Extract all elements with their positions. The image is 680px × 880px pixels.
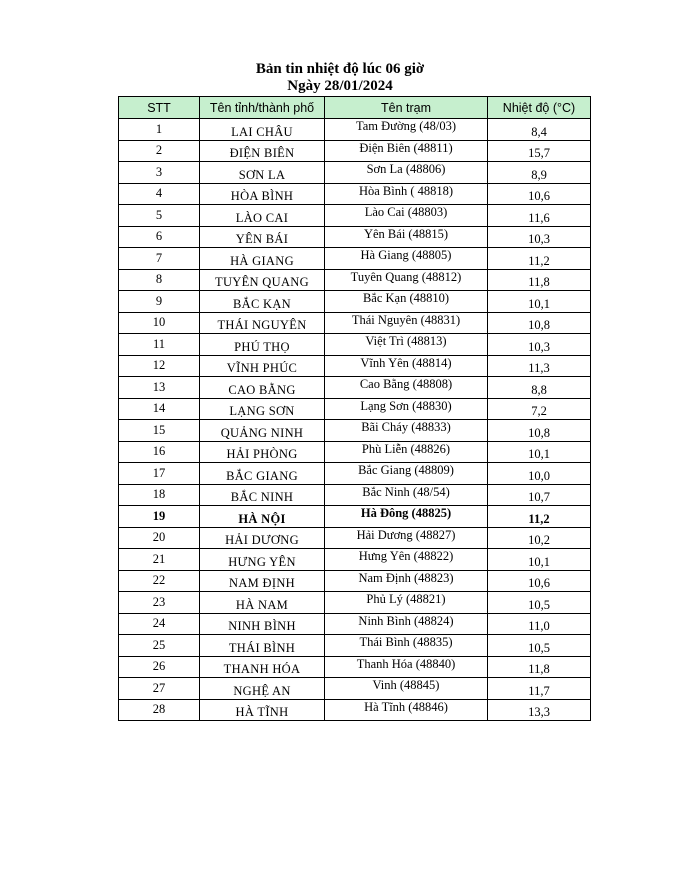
row-stt: 7 [119, 248, 200, 270]
row-province: SƠN LA [200, 162, 325, 184]
row-temperature: 8,8 [488, 377, 591, 399]
row-temperature: 11,2 [488, 506, 591, 528]
table-row [119, 355, 591, 377]
row-station: Phủ Lý (48821) [325, 592, 488, 614]
row-stt: 23 [119, 592, 200, 614]
row-province: QUẢNG NINH [200, 420, 325, 442]
row-temperature: 10,1 [488, 441, 591, 463]
row-stt: 6 [119, 226, 200, 248]
row-temperature: 10,0 [488, 463, 591, 485]
row-station: Tam Đường (48/03) [325, 119, 488, 141]
header-temperature: Nhiệt độ (°C) [488, 97, 591, 119]
row-temperature: 10,8 [488, 420, 591, 442]
row-stt: 21 [119, 549, 200, 571]
table-row [119, 398, 591, 420]
row-temperature: 11,8 [488, 656, 591, 678]
row-stt: 17 [119, 463, 200, 485]
row-temperature: 10,6 [488, 183, 591, 205]
row-station: Bắc Ninh (48/54) [325, 484, 488, 506]
row-province: CAO BẰNG [200, 377, 325, 399]
row-province: HÀ GIANG [200, 248, 325, 270]
row-stt: 15 [119, 420, 200, 442]
row-stt: 9 [119, 291, 200, 313]
table-row [119, 656, 591, 678]
temperature-table [118, 96, 591, 721]
row-station: Ninh Bình (48824) [325, 613, 488, 635]
row-stt: 22 [119, 570, 200, 592]
row-temperature: 11,2 [488, 248, 591, 270]
row-station: Vĩnh Yên (48814) [325, 355, 488, 377]
table-row [119, 119, 591, 141]
row-station: Nam Định (48823) [325, 570, 488, 592]
row-temperature: 7,2 [488, 398, 591, 420]
row-station: Sơn La (48806) [325, 162, 488, 184]
row-province: THÁI BÌNH [200, 635, 325, 657]
row-province: HÀ NAM [200, 592, 325, 614]
row-temperature: 11,6 [488, 205, 591, 227]
row-temperature: 13,3 [488, 699, 591, 721]
row-temperature: 11,3 [488, 355, 591, 377]
row-temperature: 10,1 [488, 291, 591, 313]
row-temperature: 10,5 [488, 592, 591, 614]
row-province: BẮC GIANG [200, 463, 325, 485]
row-province: NGHỆ AN [200, 678, 325, 700]
row-station: Hà Đông (48825) [325, 506, 488, 528]
row-stt: 1 [119, 119, 200, 141]
row-station: Lạng Sơn (48830) [325, 398, 488, 420]
table-row [119, 269, 591, 291]
row-temperature: 10,6 [488, 570, 591, 592]
table-body [119, 119, 591, 721]
row-stt: 12 [119, 355, 200, 377]
row-temperature: 10,8 [488, 312, 591, 334]
row-station: Tuyên Quang (48812) [325, 269, 488, 291]
table-row [119, 226, 591, 248]
row-station: Cao Bằng (48808) [325, 377, 488, 399]
row-stt: 13 [119, 377, 200, 399]
row-station: Yên Bái (48815) [325, 226, 488, 248]
row-temperature: 10,1 [488, 549, 591, 571]
table-header-row [119, 97, 591, 119]
table-row [119, 506, 591, 528]
row-stt: 10 [119, 312, 200, 334]
row-temperature: 8,4 [488, 119, 591, 141]
row-station: Lào Cai (48803) [325, 205, 488, 227]
table-row [119, 377, 591, 399]
row-province: LẠNG SƠN [200, 398, 325, 420]
row-temperature: 11,7 [488, 678, 591, 700]
row-station: Hưng Yên (48822) [325, 549, 488, 571]
table-row [119, 205, 591, 227]
row-province: LAI CHÂU [200, 119, 325, 141]
row-temperature: 8,9 [488, 162, 591, 184]
row-station: Hà Tĩnh (48846) [325, 699, 488, 721]
row-stt: 3 [119, 162, 200, 184]
table-row [119, 635, 591, 657]
row-station: Thái Bình (48835) [325, 635, 488, 657]
table-row [119, 613, 591, 635]
row-station: Phù Liễn (48826) [325, 441, 488, 463]
row-stt: 26 [119, 656, 200, 678]
table-row [119, 183, 591, 205]
table-row [119, 291, 591, 313]
bulletin-date: Ngày 28/01/2024 [287, 78, 393, 94]
row-stt: 18 [119, 484, 200, 506]
row-province: HẢI DƯƠNG [200, 527, 325, 549]
row-temperature: 11,0 [488, 613, 591, 635]
table-row [119, 592, 591, 614]
row-stt: 8 [119, 269, 200, 291]
row-temperature: 10,3 [488, 334, 591, 356]
row-province: THANH HÓA [200, 656, 325, 678]
table-row [119, 312, 591, 334]
table-row [119, 484, 591, 506]
row-station: Điện Biên (48811) [325, 140, 488, 162]
table-row [119, 570, 591, 592]
row-province: HẢI PHÒNG [200, 441, 325, 463]
table-row [119, 463, 591, 485]
table-row [119, 699, 591, 721]
row-stt: 28 [119, 699, 200, 721]
table-row [119, 162, 591, 184]
table-row [119, 248, 591, 270]
row-station: Hải Dương (48827) [325, 527, 488, 549]
row-station: Vinh (48845) [325, 678, 488, 700]
row-province: BẮC NINH [200, 484, 325, 506]
row-temperature: 10,7 [488, 484, 591, 506]
row-stt: 20 [119, 527, 200, 549]
row-province: HÀ TĨNH [200, 699, 325, 721]
row-station: Bãi Cháy (48833) [325, 420, 488, 442]
row-station: Bắc Giang (48809) [325, 463, 488, 485]
table-row [119, 441, 591, 463]
table-row [119, 140, 591, 162]
row-province: NINH BÌNH [200, 613, 325, 635]
header-station: Tên trạm [325, 97, 488, 119]
row-province: TUYÊN QUANG [200, 269, 325, 291]
row-province: VĨNH PHÚC [200, 355, 325, 377]
row-province: THÁI NGUYÊN [200, 312, 325, 334]
table-row [119, 678, 591, 700]
row-province: HƯNG YÊN [200, 549, 325, 571]
table-row [119, 420, 591, 442]
row-station: Hà Giang (48805) [325, 248, 488, 270]
row-province: BẮC KẠN [200, 291, 325, 313]
header-province: Tên tỉnh/thành phố [200, 97, 325, 119]
row-temperature: 10,3 [488, 226, 591, 248]
row-stt: 5 [119, 205, 200, 227]
row-stt: 2 [119, 140, 200, 162]
row-stt: 16 [119, 441, 200, 463]
table-row [119, 527, 591, 549]
row-province: PHÚ THỌ [200, 334, 325, 356]
row-stt: 24 [119, 613, 200, 635]
row-temperature: 15,7 [488, 140, 591, 162]
header-stt: STT [119, 97, 200, 119]
row-province: YÊN BÁI [200, 226, 325, 248]
row-stt: 25 [119, 635, 200, 657]
row-station: Thanh Hóa (48840) [325, 656, 488, 678]
row-temperature: 10,2 [488, 527, 591, 549]
table-row [119, 549, 591, 571]
row-province: LÀO CAI [200, 205, 325, 227]
row-station: Việt Trì (48813) [325, 334, 488, 356]
row-station: Hòa Bình ( 48818) [325, 183, 488, 205]
row-province: HÀ NỘI [200, 506, 325, 528]
row-stt: 19 [119, 506, 200, 528]
table-row [119, 334, 591, 356]
row-province: ĐIỆN BIÊN [200, 140, 325, 162]
row-station: Bắc Kạn (48810) [325, 291, 488, 313]
bulletin-title: Bản tin nhiệt độ lúc 06 giờ [255, 61, 425, 77]
row-province: HÒA BÌNH [200, 183, 325, 205]
row-station: Thái Nguyên (48831) [325, 312, 488, 334]
row-stt: 4 [119, 183, 200, 205]
row-temperature: 10,5 [488, 635, 591, 657]
row-stt: 11 [119, 334, 200, 356]
row-stt: 27 [119, 678, 200, 700]
row-stt: 14 [119, 398, 200, 420]
row-province: NAM ĐỊNH [200, 570, 325, 592]
row-temperature: 11,8 [488, 269, 591, 291]
